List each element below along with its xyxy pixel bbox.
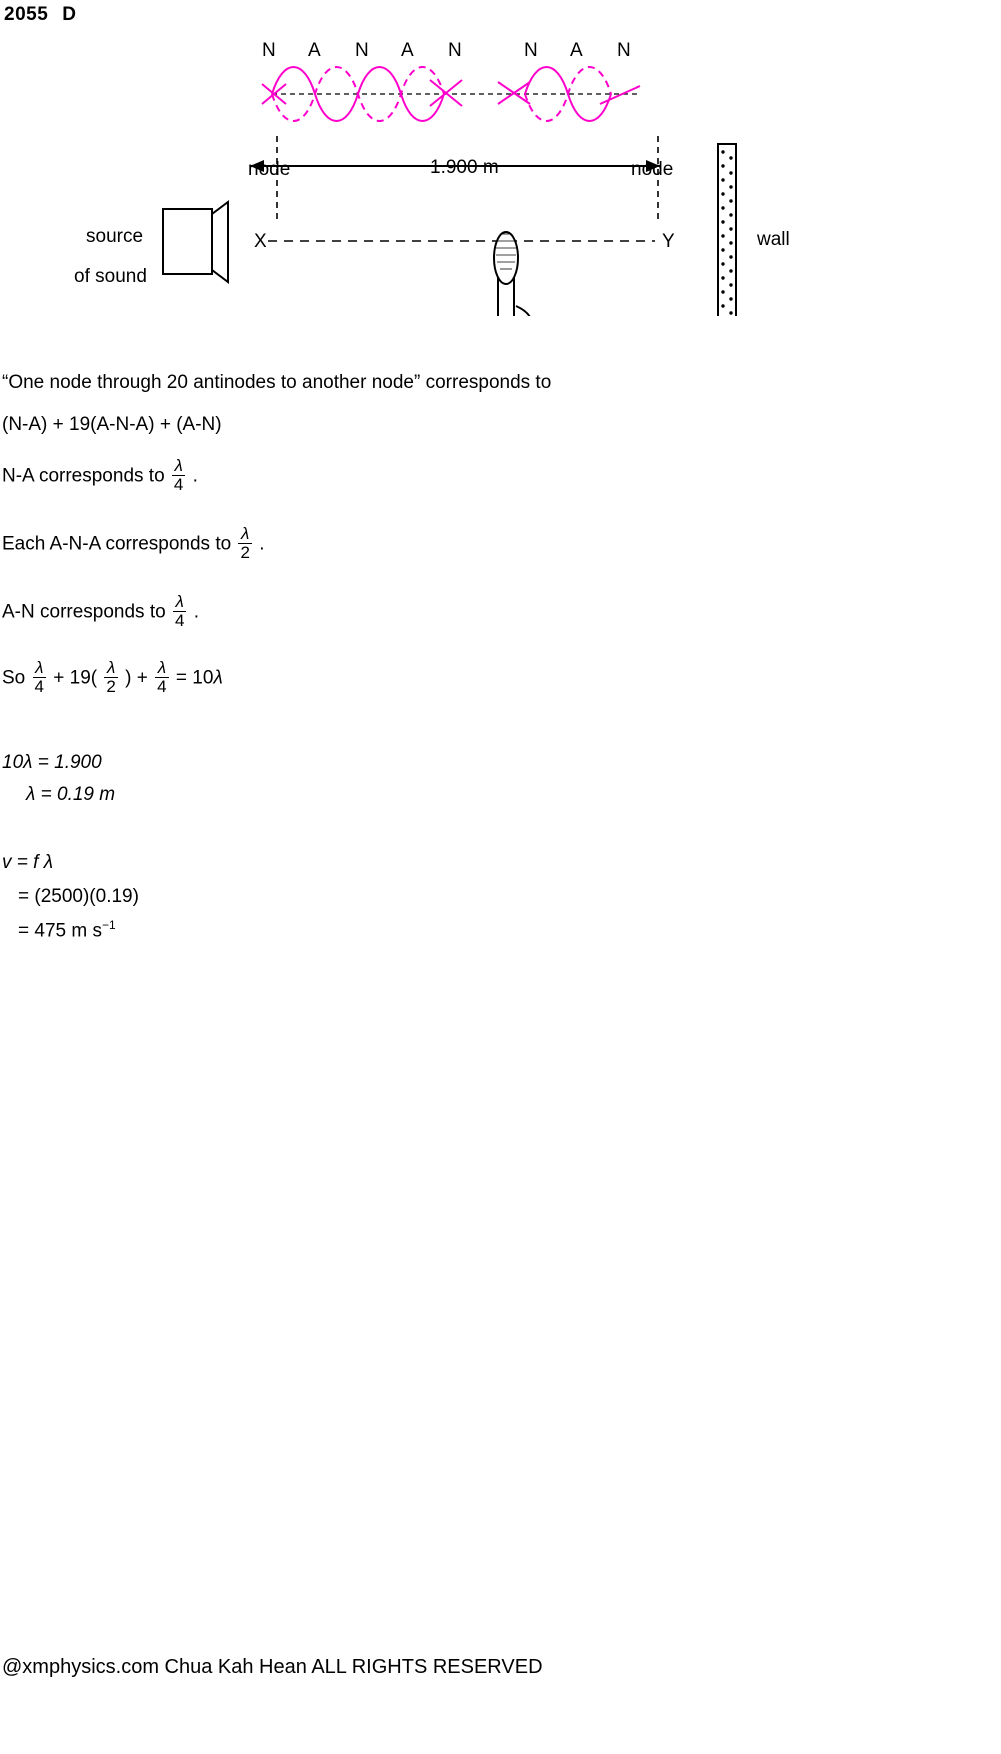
calc-line-2: λ = 0.19 m: [26, 784, 116, 805]
calc-line-1: 10λ = 1.900: [2, 752, 102, 773]
fraction-denominator: 4: [34, 676, 44, 696]
sum-plus-1: +: [53, 667, 65, 689]
an-fraction-prefix: A-N corresponds to: [2, 601, 166, 623]
point-x-label: X: [254, 231, 267, 252]
quarter-lambda-fraction: [172, 457, 185, 494]
calc-line-4: = (2500)(0.19): [18, 886, 139, 907]
sum-equals: = 10: [175, 667, 214, 689]
sum-fraction-1: [33, 659, 46, 696]
na-label: A: [570, 40, 583, 61]
microphone-head: [494, 232, 518, 284]
an-fraction-suffix: .: [193, 601, 199, 623]
na-fraction-suffix: .: [192, 465, 198, 487]
wall-body: [718, 144, 736, 316]
question-header: [4, 4, 77, 26]
quarter-lambda-fraction-2: [173, 593, 186, 630]
fraction-numerator: λ: [174, 456, 183, 475]
node-label-right: node: [631, 159, 674, 180]
sum-prefix: So: [2, 667, 26, 689]
sum-fraction-3: [155, 659, 168, 696]
source-label-line2: of sound: [74, 266, 147, 287]
na-label: N: [524, 40, 538, 61]
fraction-denominator: 4: [173, 474, 184, 494]
speaker-cone: [212, 202, 228, 282]
sum-plus-2: +: [136, 667, 148, 689]
wave-end-tail-right: [600, 86, 640, 104]
point-y-label: Y: [662, 231, 675, 252]
statement-line: “One node through 20 antinodes to another node” corresponds to: [2, 372, 552, 393]
expansion-line: (N-A) + 19(A-N-A) + (A-N): [2, 414, 222, 435]
sum-fraction-2: [104, 659, 117, 696]
source-label-line1: source: [86, 226, 144, 247]
calc-line-5-text: = 475 m s: [18, 920, 102, 942]
standing-wave-figure: [0, 26, 1001, 316]
calc-line-3: v = f λ: [2, 852, 54, 873]
answer-letter: D: [62, 4, 77, 25]
fraction-denominator: 2: [240, 542, 250, 562]
na-label: A: [308, 40, 321, 61]
fraction-numerator: λ: [106, 658, 116, 677]
na-label: N: [617, 40, 631, 61]
ana-fraction-prefix: Each A-N-A corresponds to: [2, 533, 232, 555]
sum-lambda: λ: [213, 667, 223, 689]
na-label: N: [355, 40, 369, 61]
wall-label: wall: [757, 229, 790, 250]
half-lambda-fraction: [238, 525, 251, 562]
distance-label: 1.900 m: [430, 157, 499, 178]
sum-equation-line: [2, 660, 223, 697]
figure-drawing: [0, 26, 1001, 316]
copyright-footer: @xmphysics.com Chua Kah Hean ALL RIGHTS RESERVED: [2, 1656, 543, 1678]
na-label: N: [448, 40, 462, 61]
fraction-denominator: 4: [157, 676, 167, 696]
na-label: N: [262, 40, 276, 61]
wave-end-cross-middle: [430, 80, 462, 106]
node-label-left: node: [248, 159, 291, 180]
ana-fraction-line: [2, 526, 264, 563]
fraction-numerator: λ: [241, 524, 250, 543]
na-fraction-prefix: N-A corresponds to: [2, 465, 165, 487]
microphone-cable: [516, 306, 546, 316]
sum-nineteen: 19(: [69, 667, 98, 689]
sum-close-paren: ): [125, 667, 132, 689]
fraction-numerator: λ: [35, 658, 44, 677]
an-fraction-line: [2, 594, 199, 631]
fraction-numerator: λ: [157, 658, 167, 677]
ana-fraction-suffix: .: [259, 533, 265, 555]
fraction-numerator: λ: [175, 592, 184, 611]
fraction-denominator: 2: [106, 676, 116, 696]
na-fraction-line: [2, 458, 198, 495]
speaker-body: [163, 209, 212, 274]
calc-line-5-exponent: −1: [101, 918, 116, 932]
question-number: 2055: [4, 4, 49, 25]
calc-line-5: [18, 918, 116, 942]
na-label: A: [401, 40, 414, 61]
fraction-denominator: 4: [174, 610, 185, 630]
